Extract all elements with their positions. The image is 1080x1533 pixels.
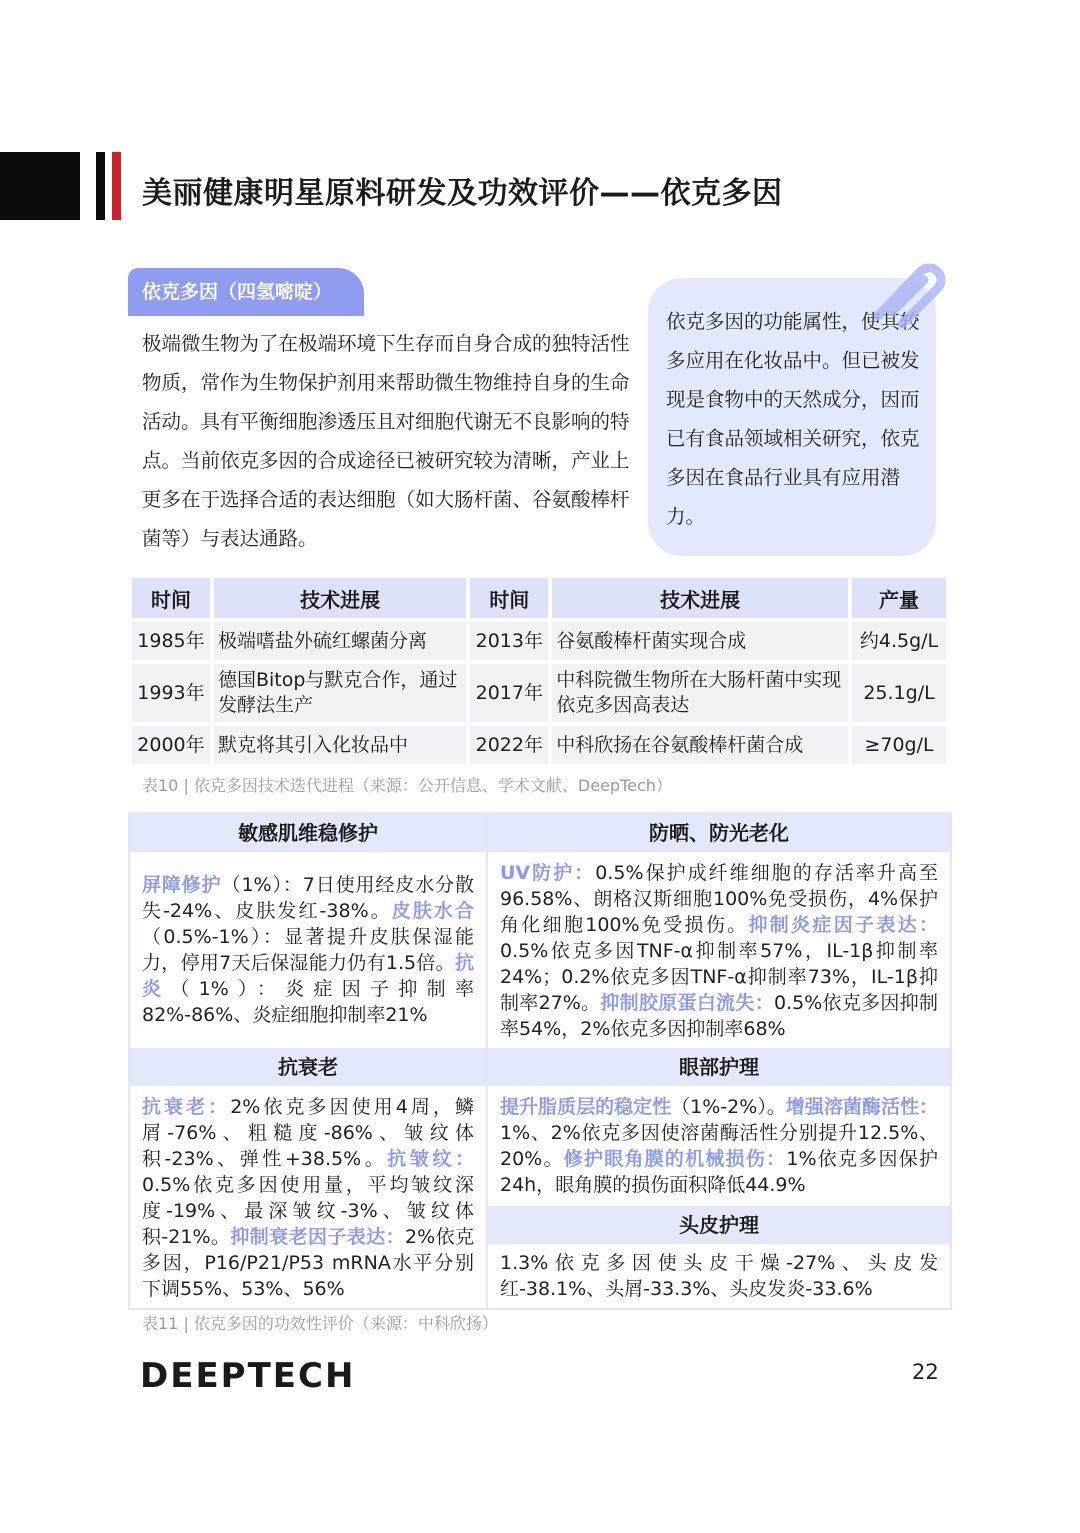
table-cell: 中科院微生物所在大肠杆菌中实现依克多因高表达 <box>552 664 848 722</box>
cell-text: 2%依克多因，P16/P21/P53 mRNA水平分别下调55%、53%、56% <box>142 1226 474 1300</box>
keyword: UV防护： <box>500 862 596 884</box>
keyword: 抗衰老： <box>142 1096 231 1118</box>
table-cell: 谷氨酸棒杆菌实现合成 <box>552 622 848 660</box>
cell-text: 0.5%依克多因抑制率54%，2%依克多因抑制率68% <box>500 992 938 1040</box>
header-black-block <box>0 152 80 220</box>
table-caption: 表11 | 依克多因的功效性评价（来源：中科欣扬） <box>142 1314 498 1333</box>
keyword: 抑制炎症因子表达： <box>748 914 938 936</box>
table-row <box>132 664 946 722</box>
efficacy-table <box>128 812 952 1310</box>
header-cell: 技术进展 <box>552 578 848 618</box>
header-eye-care: 眼部护理 <box>488 1048 950 1086</box>
keyword: 屏障修护 <box>142 874 222 896</box>
keyword: 抑制衰老因子表达： <box>230 1226 406 1248</box>
keyword: 抗皱纹： <box>387 1148 474 1170</box>
tech-progress-table <box>128 574 950 768</box>
header-cell: 时间 <box>470 578 548 618</box>
cell-text: （1%）：7日使用经皮水分散失-24%、皮肤发红-38%。 <box>142 874 474 922</box>
cell-text: 0.5%依克多因TNF-α抑制率57%，IL-1β抑制率24%；0.2%依克多因TNF-α抑制率73%，IL-1β抑制率27%。 <box>500 940 938 1014</box>
table-cell: 默克将其引入化妆品中 <box>214 726 466 764</box>
cell-text: （1%）：炎症因子抑制率82%-86%、炎症细胞抑制率21% <box>142 978 474 1026</box>
table-cell: 德国Bitop与默克合作，通过发酵法生产 <box>214 664 466 722</box>
callout-text: 依克多因的功能属性，使其较多应用在化妆品中。但已被发现是食物中的天然成分，因而已有食品领域相关研究，依克多因在食品行业具有应用潜力。 <box>666 310 920 528</box>
cell-sun-protection <box>488 860 950 1046</box>
cell-eye-care <box>488 1094 950 1202</box>
header-cell: 时间 <box>132 578 210 618</box>
page-title: 美丽健康明星原料研发及功效评价——依克多因 <box>142 176 783 211</box>
cell-sensitive-skin <box>130 872 486 1044</box>
table-cell: 2017年 <box>470 664 548 722</box>
keyword: 抗炎 <box>142 952 474 1000</box>
cell-text: 1%、2%依克多因使溶菌酶活性分别提升12.5%、20%。 <box>500 1122 938 1170</box>
header-cell: 产量 <box>852 578 946 618</box>
keyword: 皮肤水合 <box>391 900 474 922</box>
cell-text: （0.5%-1%）：显著提升皮肤保湿能力，停用7天后保湿能力仍有1.5倍。 <box>142 926 474 974</box>
cell-text: 2%依克多因使用4周，鳞屑-76%、粗糙度-86%、皱纹体积-23%、弹性+38.5%。 <box>142 1096 474 1170</box>
table-row <box>132 726 946 764</box>
cell-text: 1.3%依克多因使头皮干燥-27%、头皮发红-38.1%、头屑-33.3%、头皮发炎-33.6% <box>500 1252 938 1300</box>
table-caption: 表10 | 依克多因技术迭代进程（来源：公开信息、学术文献、DeepTech） <box>142 776 672 795</box>
table-header-row <box>132 578 946 618</box>
section-tag: 依克多因（四氢嘧啶） <box>128 268 364 316</box>
header-scalp-care: 头皮护理 <box>488 1206 950 1244</box>
header-sensitive-skin: 敏感肌维稳修护 <box>130 814 486 852</box>
keyword: 提升脂质层的稳定性 <box>500 1096 672 1118</box>
table-cell: 25.1g/L <box>852 664 946 722</box>
table-cell: 2000年 <box>132 726 210 764</box>
cell-text: 1%依克多因保护24h，眼角膜的损伤面积降低44.9% <box>500 1148 938 1196</box>
intro-paragraph: 极端微生物为了在极端环境下生存而自身合成的独特活性物质，常作为生物保护剂用来帮助微生物维持自身的生命活动。具有平衡细胞渗透压且对细胞代谢无不良影响的特点。当前依克多因的合成途径已被研究较为清晰，产业上更多在于选择合适的表达细胞（如大肠杆菌、谷氨酸棒杆菌等）与表达通路。 <box>142 332 630 550</box>
table-cell: 极端嗜盐外硫红螺菌分离 <box>214 622 466 660</box>
keyword: 增强溶菌酶活性： <box>785 1096 938 1118</box>
cell-text: （1%-2%）。 <box>671 1096 786 1118</box>
table-cell: 约4.5g/L <box>852 622 946 660</box>
header-anti-aging: 抗衰老 <box>130 1048 486 1086</box>
table-cell: 中科欣扬在谷氨酸棒杆菌合成 <box>552 726 848 764</box>
table-cell: 2013年 <box>470 622 548 660</box>
page-number: 22 <box>912 1360 939 1384</box>
keyword: 修护眼角膜的机械损伤： <box>563 1148 787 1170</box>
cell-anti-aging <box>130 1094 486 1306</box>
table-cell: 1985年 <box>132 622 210 660</box>
table-cell: 2022年 <box>470 726 548 764</box>
header-cell: 技术进展 <box>214 578 466 618</box>
keyword: 抑制胶原蛋白流失： <box>600 992 774 1014</box>
table-row <box>132 622 946 660</box>
table-cell: 1993年 <box>132 664 210 722</box>
cell-text: 0.5%依克多因使用量，平均皱纹深度-19%、最深皱纹-3%、皱纹体积-21%。 <box>142 1174 474 1248</box>
paperclip-icon <box>858 250 948 330</box>
header-sun-protection: 防晒、防光老化 <box>488 814 950 852</box>
cell-text: 0.5%保护成纤维细胞的存活率升高至96.58%、朗格汉斯细胞100%免受损伤，4%保护角化细胞100%免受损伤。 <box>500 862 938 936</box>
header-black-bar <box>96 152 105 220</box>
table-cell: ≥70g/L <box>852 726 946 764</box>
header-red-bar <box>112 152 121 220</box>
deeptech-logo: DEEPTECH <box>140 1356 356 1396</box>
cell-scalp-care <box>488 1250 950 1306</box>
